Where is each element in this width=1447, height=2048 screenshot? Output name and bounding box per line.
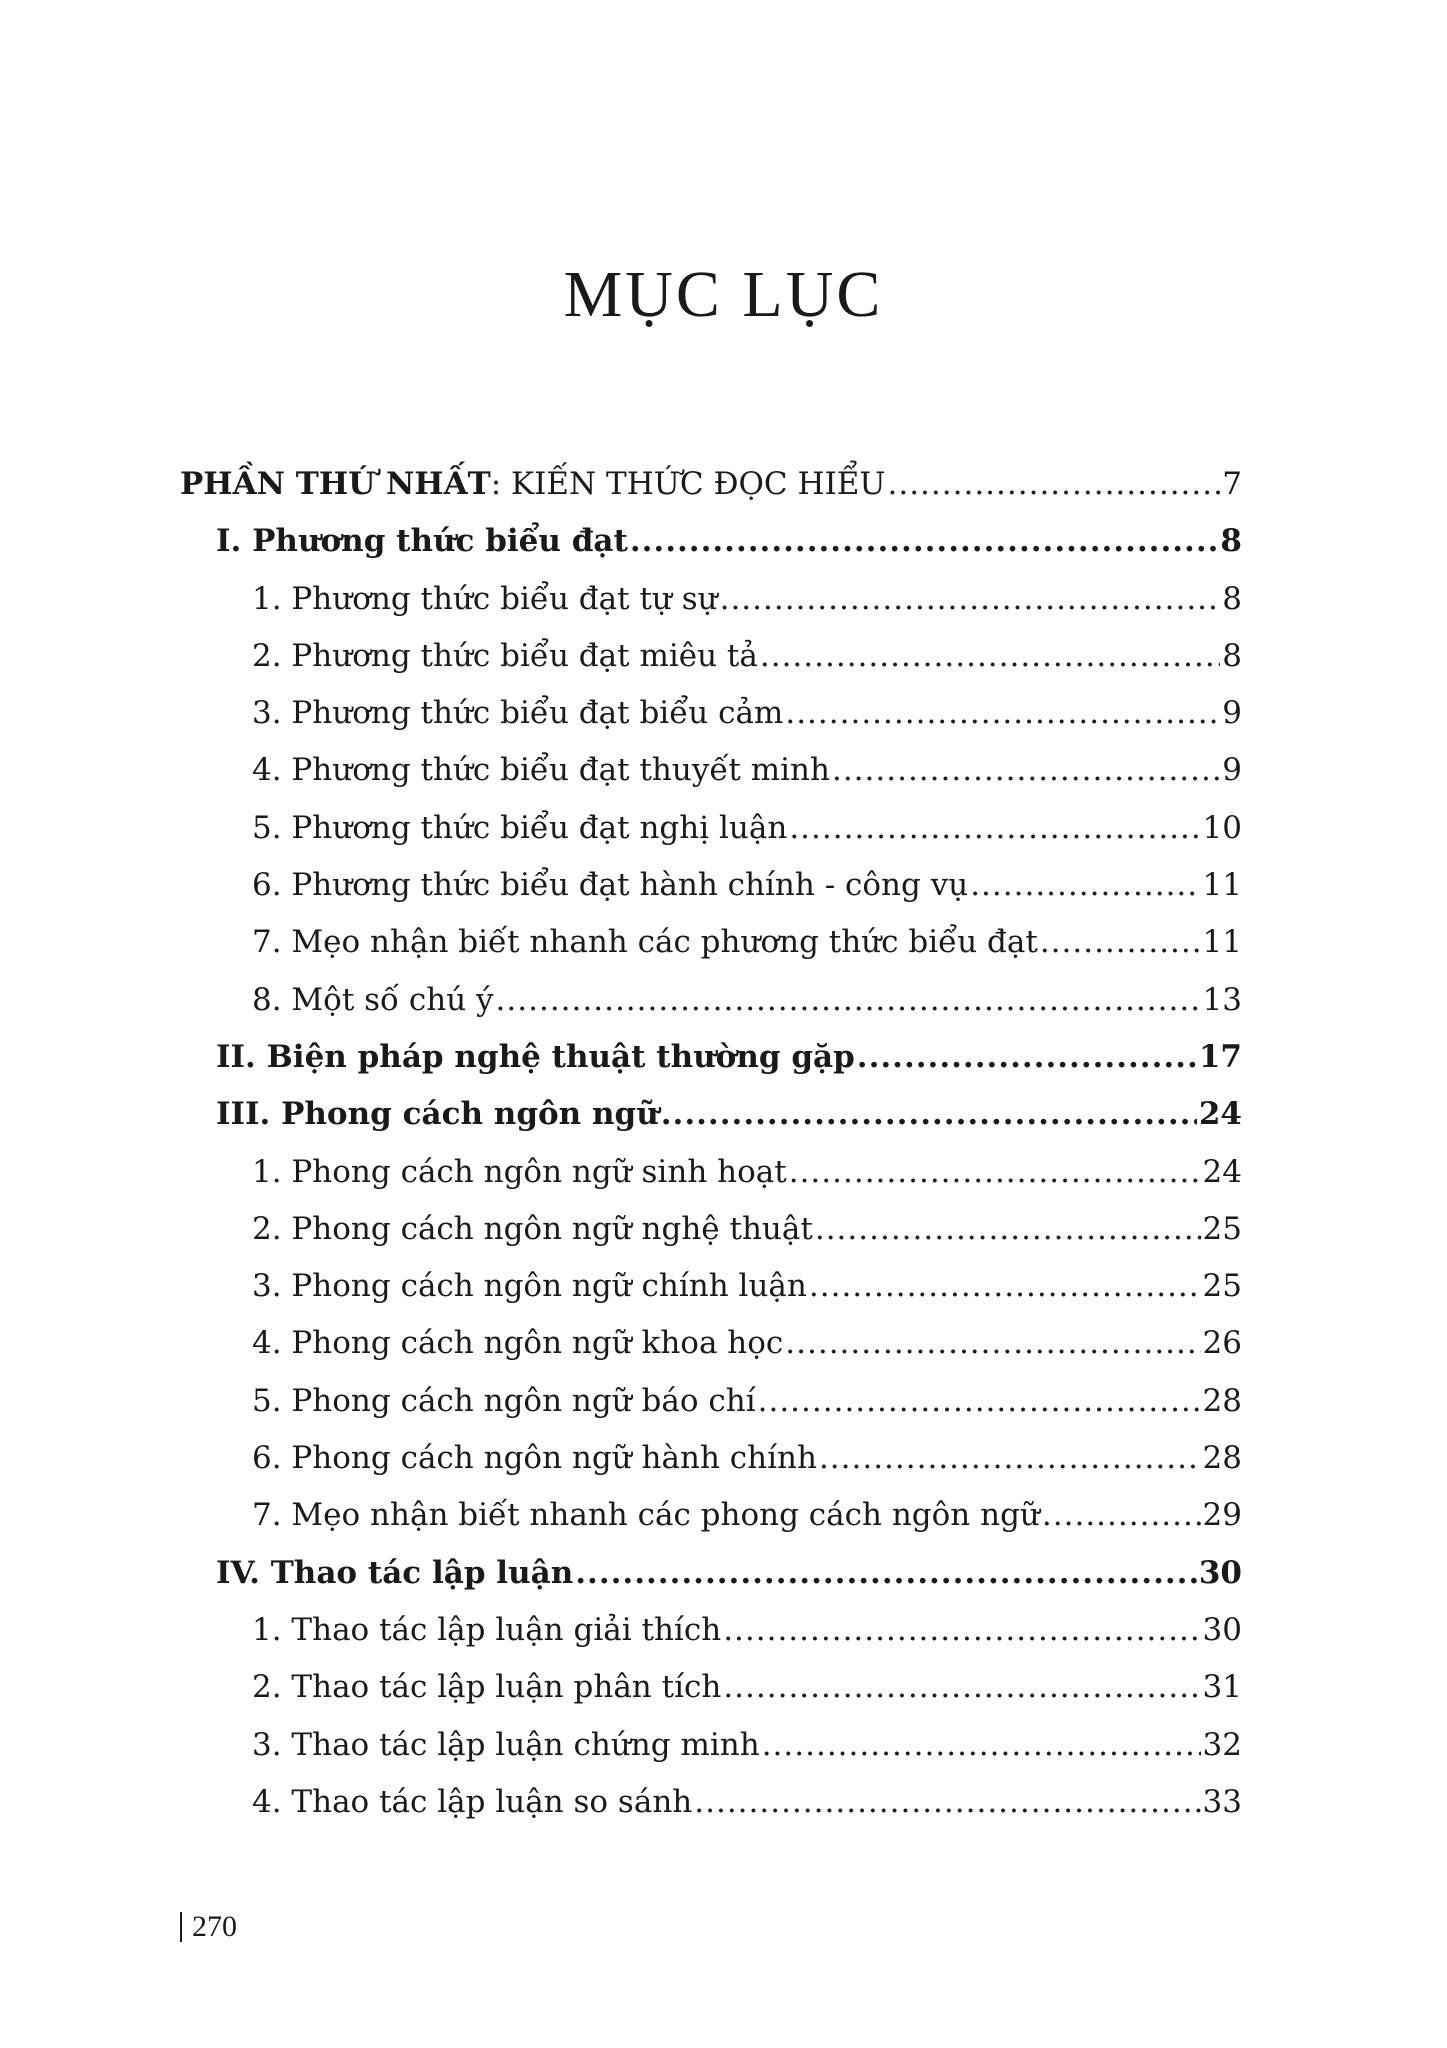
toc-entry <box>180 1144 1242 1201</box>
toc-entry-text: 6. Phương thức biểu đạt hành chính - công vụ <box>252 867 969 904</box>
toc-page-number: 24 <box>1198 1096 1242 1133</box>
table-of-contents <box>180 456 1242 1831</box>
page-footer <box>180 1910 237 1944</box>
toc-entry-title <box>252 972 494 1029</box>
toc-entry-text: 2. Phương thức biểu đạt miêu tả <box>252 637 758 674</box>
toc-entry-title <box>252 1717 760 1774</box>
dot-leader <box>661 1086 1197 1143</box>
toc-page-number: 10 <box>1202 809 1242 846</box>
toc-entry <box>180 571 1242 628</box>
toc-page-number: 31 <box>1202 1669 1242 1706</box>
dot-leader <box>832 742 1220 799</box>
toc-entry-title <box>252 685 783 742</box>
toc-page-number: 30 <box>1202 1611 1242 1648</box>
toc-entry <box>180 1659 1242 1716</box>
toc-page-number: 28 <box>1202 1440 1242 1477</box>
toc-entry-text: 1. Phong cách ngôn ngữ sinh hoạt <box>252 1153 787 1190</box>
toc-page-number: 9 <box>1222 752 1242 789</box>
toc-entry-title <box>252 914 1038 971</box>
toc-page-number: 13 <box>1202 981 1242 1018</box>
toc-entry <box>180 914 1242 971</box>
toc-entry-text: 7. Mẹo nhận biết nhanh các phong cách ngôn ngữ <box>252 1497 1040 1534</box>
dot-leader <box>789 1144 1201 1201</box>
dot-leader <box>887 456 1220 513</box>
dot-leader <box>789 800 1200 857</box>
toc-page-number: 11 <box>1202 867 1242 904</box>
toc-entry-title <box>216 1086 659 1143</box>
toc-entry-title <box>252 1659 721 1716</box>
dot-leader <box>575 1545 1197 1602</box>
toc-entry-title <box>216 513 628 570</box>
toc-entry <box>180 972 1242 1029</box>
toc-entry-text: 8. Một số chú ý <box>252 981 494 1018</box>
toc-entry-text: 6. Phong cách ngôn ngữ hành chính <box>252 1440 817 1477</box>
toc-entry-text: IV. Thao tác lập luận <box>216 1554 574 1591</box>
page-title: MỤC LỤC <box>563 258 884 331</box>
toc-entry <box>180 1487 1242 1544</box>
toc-entry <box>180 1717 1242 1774</box>
dot-leader <box>760 628 1220 685</box>
dot-leader <box>758 1373 1201 1430</box>
dot-leader <box>785 685 1220 742</box>
toc-entry <box>180 1545 1242 1602</box>
toc-entry-text: 3. Phương thức biểu đạt biểu cảm <box>252 695 784 732</box>
dot-leader <box>694 1774 1200 1831</box>
toc-page-number: 30 <box>1198 1554 1242 1591</box>
toc-entry-text: 4. Thao tác lập luận so sánh <box>252 1783 693 1820</box>
toc-page-number: 8 <box>1222 637 1242 674</box>
toc-entry-title <box>216 1545 573 1602</box>
toc-entry-title <box>216 1029 855 1086</box>
toc-entry-title <box>252 742 830 799</box>
toc-entry-text: 5. Phong cách ngôn ngữ báo chí <box>252 1382 756 1419</box>
toc-entry-title <box>252 1373 756 1430</box>
toc-entry-title <box>252 1201 813 1258</box>
toc-page-number: 32 <box>1202 1726 1242 1763</box>
toc-entry-title <box>252 1602 721 1659</box>
dot-leader <box>723 1602 1200 1659</box>
toc-page-number: 7 <box>1222 466 1242 502</box>
toc-page-number: 9 <box>1222 695 1242 732</box>
toc-entry-title <box>252 628 758 685</box>
toc-entry-text: II. Biện pháp nghệ thuật thường gặp <box>216 1038 855 1075</box>
toc-page-number: 11 <box>1202 924 1242 961</box>
footer-rule <box>180 1912 182 1942</box>
toc-entry-title <box>252 1487 1040 1544</box>
toc-entry-title <box>252 571 718 628</box>
toc-entry-text: 4. Phong cách ngôn ngữ khoa học <box>252 1325 784 1362</box>
toc-entry-text: 1. Thao tác lập luận giải thích <box>252 1611 722 1648</box>
toc-entry <box>180 857 1242 914</box>
toc-entry-text: 7. Mẹo nhận biết nhanh các phương thức biểu đạt <box>252 924 1038 961</box>
toc-entry-title <box>252 1430 817 1487</box>
toc-entry <box>180 1774 1242 1831</box>
toc-entry <box>180 1602 1242 1659</box>
toc-entry-text: 5. Phương thức biểu đạt nghị luận <box>252 809 788 846</box>
dot-leader <box>762 1717 1201 1774</box>
toc-entry-text: 1. Phương thức biểu đạt tự sự <box>252 580 718 617</box>
toc-entry-text: I. Phương thức biểu đạt <box>216 523 628 560</box>
toc-entry-text: 3. Thao tác lập luận chứng minh <box>252 1726 760 1763</box>
toc-entry <box>180 742 1242 799</box>
dot-leader <box>496 972 1201 1029</box>
toc-entry-title <box>252 1315 783 1372</box>
dot-leader <box>723 1659 1200 1716</box>
toc-entry-text: : KIẾN THỨC ĐỌC HIỂU <box>490 466 886 502</box>
dot-leader <box>1042 1487 1201 1544</box>
toc-entry <box>180 1086 1242 1143</box>
toc-part-label: PHẦN THỨ NHẤT <box>180 466 491 502</box>
toc-page-number: 17 <box>1198 1038 1242 1075</box>
toc-entry <box>180 1258 1242 1315</box>
toc-page-number: 33 <box>1202 1783 1242 1820</box>
dot-leader <box>630 513 1219 570</box>
dot-leader <box>1040 914 1201 971</box>
toc-entry-title <box>252 1144 787 1201</box>
page-number: 270 <box>192 1910 237 1943</box>
toc-page-number: 8 <box>1220 523 1242 560</box>
toc-page-number: 25 <box>1202 1210 1242 1247</box>
toc-page-number: 25 <box>1202 1268 1242 1305</box>
toc-page-number: 8 <box>1222 580 1242 617</box>
toc-entry-text: 2. Phong cách ngôn ngữ nghệ thuật <box>252 1210 813 1247</box>
toc-page-number: 28 <box>1202 1382 1242 1419</box>
dot-leader <box>809 1258 1201 1315</box>
toc-page-number: 26 <box>1202 1325 1242 1362</box>
dot-leader <box>815 1201 1201 1258</box>
toc-entry-text: 2. Thao tác lập luận phân tích <box>252 1669 722 1706</box>
dot-leader <box>819 1430 1201 1487</box>
dot-leader <box>785 1315 1200 1372</box>
toc-entry-title <box>252 800 787 857</box>
toc-entry <box>180 628 1242 685</box>
toc-entry <box>180 513 1242 570</box>
dot-leader <box>720 571 1221 628</box>
toc-entry-text: 3. Phong cách ngôn ngữ chính luận <box>252 1268 807 1305</box>
toc-entry-text: 4. Phương thức biểu đạt thuyết minh <box>252 752 830 789</box>
toc-entry <box>180 800 1242 857</box>
toc-entry-text: III. Phong cách ngôn ngữ <box>216 1096 659 1133</box>
toc-page-number: 24 <box>1202 1153 1242 1190</box>
toc-entry <box>180 1201 1242 1258</box>
toc-entry-title <box>180 456 885 513</box>
toc-page-number: 29 <box>1202 1497 1242 1534</box>
toc-entry-title <box>252 1774 692 1831</box>
toc-entry-title <box>252 857 968 914</box>
toc-entry <box>180 685 1242 742</box>
toc-entry <box>180 1029 1242 1086</box>
toc-entry-title <box>252 1258 807 1315</box>
toc-entry <box>180 1373 1242 1430</box>
dot-leader <box>970 857 1200 914</box>
toc-entry <box>180 1430 1242 1487</box>
toc-entry <box>180 1315 1242 1372</box>
toc-entry <box>180 456 1242 513</box>
dot-leader <box>857 1029 1197 1086</box>
